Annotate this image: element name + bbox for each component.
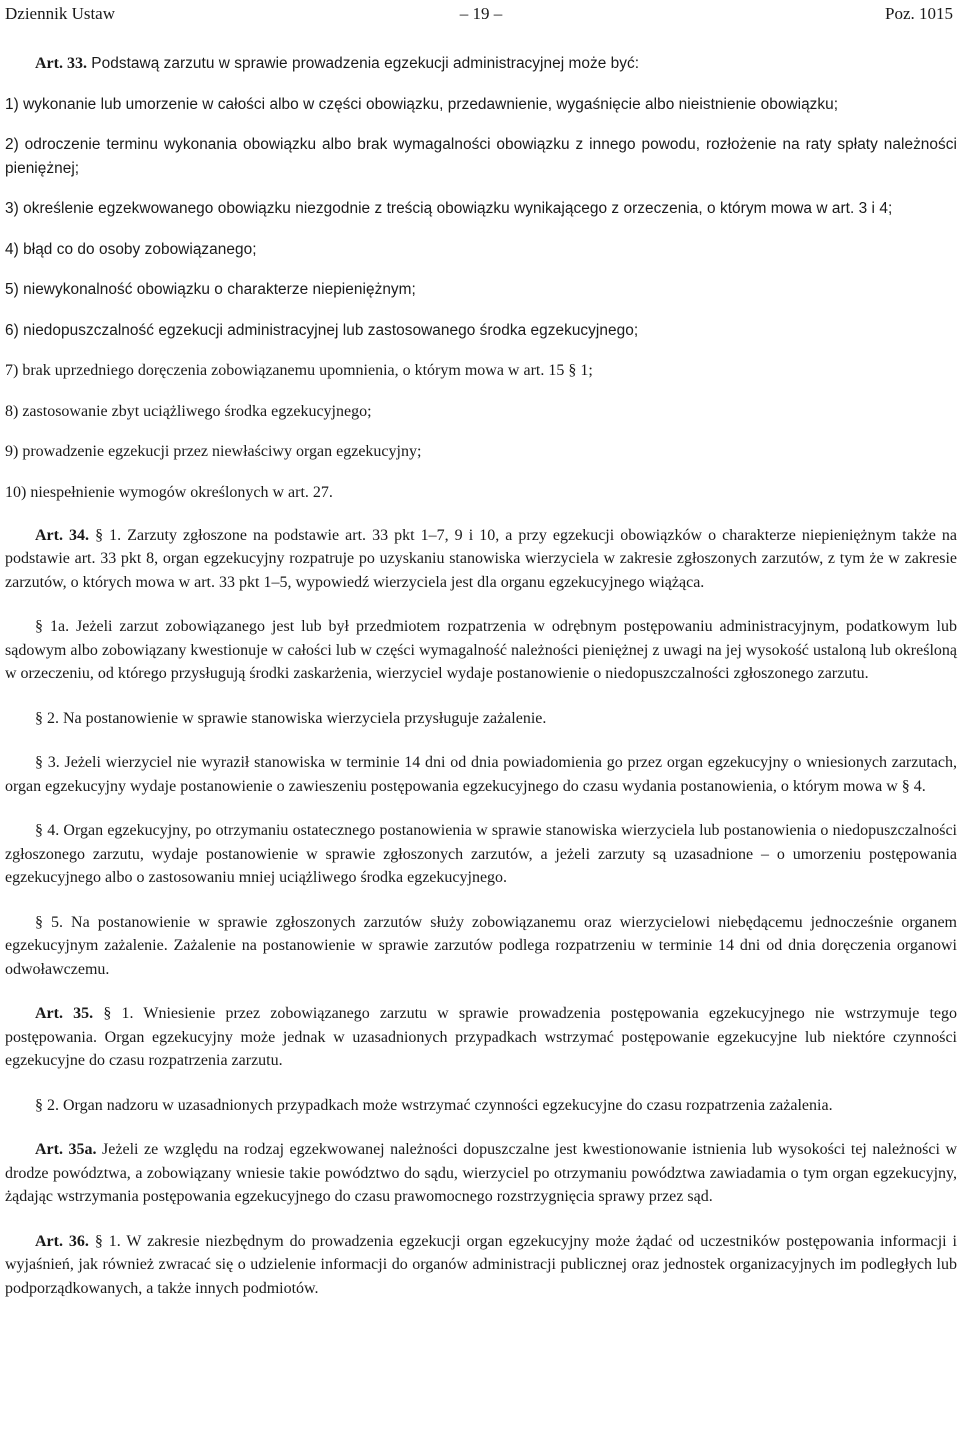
art33-item-7: 7) brak uprzedniego doręczenia zobowiązanemu upomnienia, o którym mowa w art. 15 § 1; (5, 362, 593, 379)
page-header (5, 0, 957, 38)
art33-item-3: 3) określenie egzekwowanego obowiązku niezgodnie z treścią obowiązku wynikającego z orzeczenia, o którym mowa w art. 3 i 4; (5, 200, 893, 217)
article-label: Art. 34. (35, 526, 90, 544)
art33-item-4: 4) błąd co do osoby zobowiązanego; (5, 240, 257, 258)
art33-intro (5, 52, 957, 76)
art35a-text: Jeżeli ze względu na rodzaj egzekwowanej należności dopuszczalne jest kwestionowanie istnienia lub wysokości tej należności w drodze powództwa, a zobowiązany wniesie takie powództwo do sądu, wierzyciel po otrzymaniu powództwa zawiadamia o tym organ egzekucyjny, żądając wstrzymania postępowania egzekucyjnego do czasu prawomocnego rozstrzygnięcia sprawy przez sąd. (5, 1141, 958, 1205)
art34-para-5: § 5. Na postanowienie w sprawie zgłoszonych zarzutów służy zobowiązanemu oraz wierzycielowi niebędącemu jednocześnie organem egzekucyjnym zażalenie. Zażalenie na postanowienie w sprawie zarzutów podlega rozpatrzeniu w terminie 14 dni od dnia doręczenia organowi odwoławczemu. (5, 913, 957, 978)
art35-s1-text: § 1. Wniesienie przez zobowiązanego zarzutu w sprawie prowadzenia postępowania egzekucyjnego nie wstrzymuje tego postępowania. Organ egzekucyjny może jednak w uzasadnionych przypadkach wstrzymać postępowanie egzekucyjne lub niektóre czynności egzekucyjne do czasu rozpatrzenia zarzutu. (5, 1005, 958, 1069)
art33-item-2: 2) odroczenie terminu wykonania obowiązku albo brak wymagalności obowiązku z innego powodu, rozłożenie na raty spłaty należności pieniężnej; (5, 136, 957, 177)
art36-text: § 1. W zakresie niezbędnym do prowadzenia egzekucji organ egzekucyjny może żądać od uczestników postępowania informacji i wyjaśnień, jak również zwracać się o udzielenie informacji do organów administracji publicznej oraz jednostek organizacyjnych im podległych lub podporządkowanych, a także innych podmiotów. (5, 1232, 957, 1297)
article-label: Art. 35. (35, 1005, 94, 1022)
art33-intro-text: Podstawą zarzutu w sprawie prowadzenia egzekucji administracyjnej może być: (86, 55, 640, 72)
art34-para-1 (5, 524, 957, 595)
art33-item-1: 1) wykonanie lub umorzenie w całości albo w części obowiązku, przedawnienie, wygaśnięcie albo nieistnienie obowiązku; (5, 95, 839, 113)
art33-item-9: 9) prowadzenie egzekucji przez niewłaściwy organ egzekucyjny; (5, 443, 422, 460)
art33-item-6: 6) niedopuszczalność egzekucji administracyjnej lub zastosowanego środka egzekucyjnego; (5, 321, 639, 339)
article-label: Art. 36. (35, 1232, 89, 1250)
art33-item-10: 10) niespełnienie wymogów określonych w art. 27. (5, 483, 333, 501)
art34-para-1a: § 1a. Jeżeli zarzut zobowiązanego jest lub był przedmiotem rozpatrzenia w odrębnym postępowaniu administracyjnym, podatkowym lub sądowym albo zobowiązany kwestionuje w całości lub w części wymagalność należności pieniężnej z uwagi na jej wysokość ustaloną lub określoną w orzeczeniu, od którego przysługują środki zaskarżenia, wierzyciel wydaje postanowienie o niedopuszczalności zgłoszonego zarzutu. (5, 618, 957, 682)
art33-item-5: 5) niewykonalność obowiązku o charakterze niepieniężnym; (5, 281, 416, 298)
document-page (5, 0, 957, 1300)
article-label: Art. 35a. (35, 1141, 97, 1158)
art35a-para (5, 1138, 957, 1209)
art34-para-4: § 4. Organ egzekucyjny, po otrzymaniu ostatecznego postanowienia w sprawie stanowiska wierzyciela lub postanowienia o niedopuszczalności zgłoszonego zarzutu, wydaje postanowienie w sprawie zgłoszonych zarzutów, a jeżeli zarzuty są uzasadnione – o umorzeniu postępowania egzekucyjnego albo o zastosowaniu mniej uciążliwego środka egzekucyjnego. (5, 822, 957, 886)
art34-s1-label: § 1. (95, 526, 122, 544)
art34-s1-text: Zarzuty zgłoszone na podstawie art. 33 pkt 1–7, 9 i 10, a przy egzekucji obowiązków o charakterze niepieniężnym także na podstawie art. 33 pkt 8, organ egzekucyjny rozpatruje po uzyskaniu stanowiska wierzyciela w zakresie zgłoszonych zarzutów, z tym że w zakresie zarzutów, o których mowa w art. 33 pkt 1–5, wypowiedź wierzyciela jest dla organu egzekucyjnego wiążąca. (5, 526, 958, 591)
art34-para-3: § 3. Jeżeli wierzyciel nie wyraził stanowiska w terminie 14 dni od dnia powiadomienia go przez organ egzekucyjny o wniesionych zarzutach, organ egzekucyjny wydaje postanowienie o zawieszeniu postępowania egzekucyjnego do czasu wydania postanowienia, o którym mowa w § 4. (5, 754, 957, 795)
art33-item-8: 8) zastosowanie zbyt uciążliwego środka egzekucyjnego; (5, 402, 372, 420)
position-number: Poz. 1015 (885, 4, 953, 23)
art34-para-2: § 2. Na postanowienie w sprawie stanowiska wierzyciela przysługuje zażalenie. (35, 709, 547, 727)
page-number: – 19 – (459, 4, 503, 23)
art35-para-1 (5, 1002, 957, 1073)
document-body (5, 52, 957, 1300)
art36-para-1 (5, 1230, 957, 1301)
journal-title: Dziennik Ustaw (5, 4, 116, 23)
art35-para-2: § 2. Organ nadzoru w uzasadnionych przypadkach może wstrzymać czynności egzekucyjne do czasu rozpatrzenia zażalenia. (35, 1096, 833, 1114)
article-label: Art. 33. (35, 55, 87, 72)
